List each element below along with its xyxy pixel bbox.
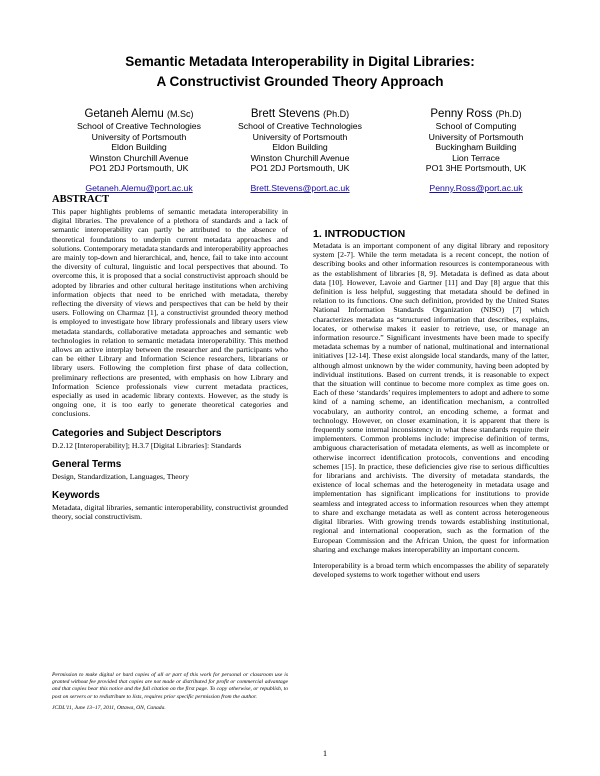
permission-text: Permission to make digital or hard copies of all or part of this work for personal or classroom use is granted without fee provided that copies are not made or distributed for profit or commercial advantage and that copies bear this notice and the full citation on the first page. To copy otherwise, or republish, to post on servers or to redistribute to lists, requires prior specific permission from the author. xyxy=(52,672,288,700)
categories-text: D.2.12 [Interoperability]; H.3.7 [Digital Libraries]: Standards xyxy=(52,440,242,450)
author-building: Buckingham Building xyxy=(435,142,517,153)
introduction-paragraph-2: Interoperability is a broad term which encompasses the ability of separately developed systems to work together without end users xyxy=(313,560,549,580)
author-school: School of Computing xyxy=(435,121,517,131)
permission-notice xyxy=(52,672,288,712)
author-block-3 xyxy=(381,108,571,194)
author-name-line xyxy=(381,108,571,121)
author-block-2 xyxy=(205,108,395,194)
keywords-text: Metadata, digital libraries, semantic interoperability, constructivist grounded theory, social constructivism. xyxy=(52,503,288,522)
author-university: University of Portsmouth xyxy=(252,131,348,142)
paper-title-line-2: A Constructivist Grounded Theory Approach xyxy=(156,74,444,89)
categories-heading: Categories and Subject Descriptors xyxy=(52,427,222,439)
author-building: Eldon Building xyxy=(111,142,167,153)
abstract-text: This paper highlights problems of semantic metadata interoperability in digital libraries. The prevalence of a plethora of standards and a lack of semantic interoperability can partly be attributed to the absence of theoretical foundations to underpin current metadata approaches and solutions. Contemporary metadata standards and interoperability approaches are mainly top-down and hierarchical, and, hence, fail to take into account the diversity of cultural, linguistic and local perspectives that abound. To overcome this, it is proposed that a social constructivist approach should be adopted by libraries and other cultural heritage institutions when archiving information objects that need to be enriched with metadata, thereby reflecting the diversity of views and perspectives that can be held by their users. Following on Charmaz [1], a constructivist grounded theory method is employed to investigate how library professionals and library users view metadata standards, collaborative metadata approaches and semantic web technologies in relation to semantic metadata interoperability. This method allows an active interplay between the researcher and the participants who can be either Library and Information Science researchers, librarians or library users. Following the completion first phase of data collection, preliminary reflections are presented, with emphasis on how Library and Information Science professionals view current metadata practices, especially as used in academic library contexts. However, as the study is ongoing one, it is too early to generate theoretical categories and conclusions. xyxy=(52,207,288,419)
introduction-paragraph-1: Metadata is an important component of any digital library and repository system [2-7]. While the term metadata is a recent concept, the notion of describing books and other information resources is contemporaneous with as the establishment of libraries [8, 9]. Metadata is defined as data about data [10]. However, Lavoie and Gartner [11] and Day [8] argue that this definition is less helpful, suggesting that metadata should be defined in relation to its functions. One such definition, provided by the United States National Information Standards Organization (NISO) [7] which characterizes metadata as “structured information that describes, explains, locates, or otherwise makes it easier to retrieve, use, or manage an information resource.” Significant investments have been made to specify metadata schemas by a number of national, multinational and international initiatives [12-14]. These exist alongside local standards, many of the latter, although almost unknown by the wider community, having been adopted by individual institutions. Based on current trends, it is reasonable to expect that the situation will continue to become more complex as time goes on. Each of these ‘standards’ requires implementers to adopt and adhere to some kind of a naming scheme, an identification mechanism, a controlled vocabulary, an authority control, an encoding scheme, a format and technology. However, on closer examination, it is apparent that there is frequently some internal inconsistency in what these standards require their implementers. Common problems include: imprecise definition of terms, ambiguous characterisation of metadata elements, as well as incomplete or otherwise incorrect identification protocols, conventions and encoding schemes [15]. In practice, these deficiencies give rise to serious difficulties for librarians and archivists. The diversity of metadata standards, the existence of local schemas and the heterogeneity in metadata usage and implementation has significant implications for institutions to provide seamless and integrated access to information resources when they attempt to share and exchange metadata as well as content across heterogeneous digital libraries. With growing trends towards establishing institutional, regional and international cooperation, such as the formation of the European Commission and the African Union, the quest for information sharing and exchange makes interoperability an important concern. xyxy=(313,241,549,554)
author-street: Lion Terrace xyxy=(452,152,500,163)
author-school: School of Creative Technologies xyxy=(77,121,201,131)
left-column xyxy=(52,194,288,521)
author-email-link[interactable]: Penny.Ross@port.ac.uk xyxy=(429,182,523,193)
author-degree: (M.Sc) xyxy=(166,109,194,119)
author-university: University of Portsmouth xyxy=(91,131,187,142)
page-number: 1 xyxy=(322,748,328,758)
general-terms-heading: General Terms xyxy=(52,458,122,470)
author-street: Winston Churchill Avenue xyxy=(250,152,350,163)
author-building: Eldon Building xyxy=(272,142,328,153)
author-street: Winston Churchill Avenue xyxy=(89,152,189,163)
author-name-line xyxy=(205,108,395,121)
author-name: Brett Stevens xyxy=(250,108,320,120)
right-column xyxy=(313,228,549,579)
author-email-link[interactable]: Brett.Stevens@port.ac.uk xyxy=(250,182,350,193)
author-university: University of Portsmouth xyxy=(428,131,524,142)
keywords-heading: Keywords xyxy=(52,490,100,502)
general-terms-text: Design, Standardization, Languages, Theory xyxy=(52,471,189,481)
introduction-heading: 1. INTRODUCTION xyxy=(313,228,406,240)
author-postcode: PO1 2DJ Portsmouth, UK xyxy=(89,163,189,174)
author-postcode: PO1 2DJ Portsmouth, UK xyxy=(250,163,350,174)
author-email-link[interactable]: Getaneh.Alemu@port.ac.uk xyxy=(85,182,193,193)
author-degree: (Ph.D) xyxy=(495,109,522,119)
author-school: School of Creative Technologies xyxy=(238,121,362,131)
author-postcode: PO1 3HE Portsmouth, UK xyxy=(425,163,527,174)
conference-venue: JCDL'11, June 13–17, 2011, Ottawa, ON, Canada. xyxy=(52,704,166,711)
abstract-heading: ABSTRACT xyxy=(52,194,110,205)
paper-title-line-1: Semantic Metadata Interoperability in Digital Libraries: xyxy=(125,54,475,69)
author-name: Getaneh Alemu xyxy=(84,108,164,120)
author-name: Penny Ross xyxy=(430,108,493,120)
author-degree: (Ph.D) xyxy=(323,109,350,119)
